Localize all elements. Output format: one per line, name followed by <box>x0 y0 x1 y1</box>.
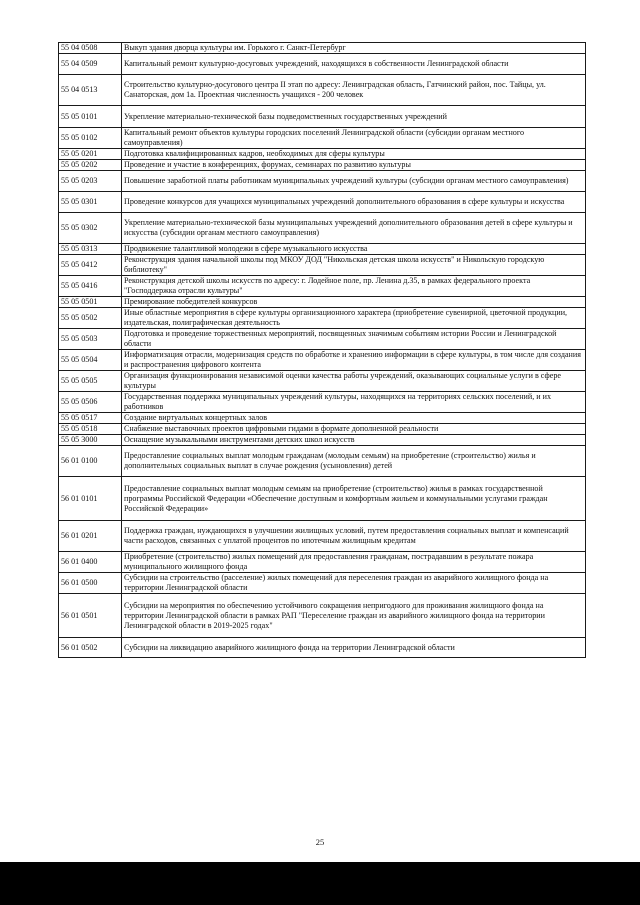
table-row <box>59 350 586 371</box>
table-row <box>59 192 586 213</box>
row-code: 55 05 0102 <box>59 128 122 149</box>
row-code: 55 05 0416 <box>59 276 122 297</box>
row-code: 55 04 0508 <box>59 43 122 54</box>
row-description: Продвижение талантливой молодежи в сфере музыкального искусства <box>122 244 586 255</box>
row-description: Реконструкция здания начальной школы под МКОУ ДОД "Никольская детская школа искусств" и Никольскую городскую библиотеку" <box>122 255 586 276</box>
row-code: 56 01 0201 <box>59 521 122 552</box>
table-row <box>59 171 586 192</box>
row-description: Подготовка квалифицированных кадров, необходимых для сферы культуры <box>122 149 586 160</box>
row-code: 55 05 0202 <box>59 160 122 171</box>
table-row <box>59 128 586 149</box>
row-description: Выкуп здания дворца культуры им. Горького г. Санкт-Петербург <box>122 43 586 54</box>
row-code: 56 01 0500 <box>59 573 122 594</box>
row-code: 55 05 0517 <box>59 413 122 424</box>
row-description: Подготовка и проведение торжественных мероприятий, посвященных значимым событиям истории России и Ленинградской области <box>122 329 586 350</box>
table-row <box>59 638 586 658</box>
table-row <box>59 308 586 329</box>
row-code: 56 01 0101 <box>59 477 122 521</box>
row-description: Субсидии на ликвидацию аварийного жилищного фонда на территории Ленинградской области <box>122 638 586 658</box>
row-description: Реконструкция детской школы искусств по адресу: г. Лодейное поле, пр. Ленина д.35, в рамках федерального проекта "Господдержка отрасли культуры" <box>122 276 586 297</box>
scan-footer-bar <box>0 862 640 905</box>
row-code: 55 05 0201 <box>59 149 122 160</box>
row-code: 55 05 0506 <box>59 392 122 413</box>
table-row <box>59 477 586 521</box>
row-code: 55 05 0518 <box>59 424 122 435</box>
row-description: Информатизация отрасли, модернизация средств по обработке и хранению информации в сфере культуры, в том числе для создания и распространения цифрового контента <box>122 350 586 371</box>
table-row <box>59 552 586 573</box>
table-row <box>59 594 586 638</box>
classification-table <box>58 42 586 658</box>
row-code: 55 04 0513 <box>59 75 122 106</box>
row-description: Укрепление материально-технической базы муниципальных учреждений дополнительного образования детей в сфере культуры и искусства (субсидии органам местного самоуправления) <box>122 213 586 244</box>
table-body <box>59 43 586 658</box>
table-row <box>59 106 586 128</box>
row-description: Субсидии на строительство (расселение) жилых помещений для переселения граждан из аварийного жилищного фонда на территории Ленинградской области <box>122 573 586 594</box>
row-description: Приобретение (строительство) жилых помещений для предоставления гражданам, пострадавшим в результате пожара муниципального жилищного фонда <box>122 552 586 573</box>
row-description: Повышение заработной платы работникам муниципальных учреждений культуры (субсидии органам местного самоуправления) <box>122 171 586 192</box>
row-code: 56 01 0100 <box>59 446 122 477</box>
table-row <box>59 297 586 308</box>
row-description: Проведение и участие в конференциях, форумах, семинарах по развитию культуры <box>122 160 586 171</box>
table-row <box>59 435 586 446</box>
row-description: Создание виртуальных концертных залов <box>122 413 586 424</box>
row-description: Предоставление социальных выплат молодым гражданам (молодым семьям) на приобретение (строительство) жилья и дополнительных социальных выплат в случае рождения (усыновления) детей <box>122 446 586 477</box>
row-description: Поддержка граждан, нуждающихся в улучшении жилищных условий, путем предоставления социальных выплат и компенсаций части расходов, связанных с уплатой процентов по ипотечным жилищным кредитам <box>122 521 586 552</box>
row-code: 55 05 0505 <box>59 371 122 392</box>
row-description: Строительство культурно-досугового центра II этап по адресу: Ленинградская область, Гатчинский район, пос. Тайцы, ул. Санаторская, дом 1а. Проектная численность учащихся - 200 человек <box>122 75 586 106</box>
row-code: 55 05 3000 <box>59 435 122 446</box>
table-row <box>59 276 586 297</box>
table-row <box>59 424 586 435</box>
table-row <box>59 54 586 75</box>
row-code: 55 04 0509 <box>59 54 122 75</box>
table-row <box>59 213 586 244</box>
row-code: 55 05 0501 <box>59 297 122 308</box>
row-description: Иные областные мероприятия в сфере культуры организационного характера (приобретение сувенирной, цветочной продукции, издательская, полиграфическая деятельность <box>122 308 586 329</box>
row-description: Снабжение выставочных проектов цифровыми гидами в формате дополненной реальности <box>122 424 586 435</box>
row-code: 55 05 0203 <box>59 171 122 192</box>
row-code: 55 05 0504 <box>59 350 122 371</box>
table-row <box>59 521 586 552</box>
row-code: 55 05 0503 <box>59 329 122 350</box>
table-row <box>59 75 586 106</box>
row-code: 56 01 0400 <box>59 552 122 573</box>
row-code: 55 05 0313 <box>59 244 122 255</box>
row-description: Капитальный ремонт культурно-досуговых учреждений, находящихся в собственности Ленинградской области <box>122 54 586 75</box>
row-description: Оснащение музыкальными инструментами детских школ искусств <box>122 435 586 446</box>
classification-table-container <box>58 42 586 658</box>
table-row <box>59 371 586 392</box>
row-code: 56 01 0501 <box>59 594 122 638</box>
table-row <box>59 244 586 255</box>
row-description: Организация функционирования независимой оценки качества работы учреждений, оказывающих социальные услуги в сфере культуры <box>122 371 586 392</box>
table-row <box>59 446 586 477</box>
table-row <box>59 43 586 54</box>
row-description: Предоставление социальных выплат молодым семьям на приобретение (строительство) жилья в рамках государственной программы Российской Федерации «Обеспечение доступным и комфортным жильем и коммунальными услугами граждан Российской Федерации» <box>122 477 586 521</box>
row-code: 55 05 0412 <box>59 255 122 276</box>
row-code: 55 05 0101 <box>59 106 122 128</box>
table-row <box>59 149 586 160</box>
page-number: 25 <box>315 837 325 847</box>
table-row <box>59 413 586 424</box>
row-code: 55 05 0302 <box>59 213 122 244</box>
table-row <box>59 392 586 413</box>
row-description: Субсидии на мероприятия по обеспечению устойчивого сокращения непригодного для проживания жилищного фонда на территории Ленинградской области в рамках РАП "Переселение граждан из аварийного жилищного фонда на территории Ленинградской области в 2019-2025 годах" <box>122 594 586 638</box>
table-row <box>59 160 586 171</box>
row-code: 55 05 0502 <box>59 308 122 329</box>
table-row <box>59 573 586 594</box>
row-description: Премирование победителей конкурсов <box>122 297 586 308</box>
row-code: 55 05 0301 <box>59 192 122 213</box>
row-code: 56 01 0502 <box>59 638 122 658</box>
table-row <box>59 329 586 350</box>
row-description: Проведение конкурсов для учащихся муниципальных учреждений дополнительного образования в сфере культуры и искусства <box>122 192 586 213</box>
row-description: Капитальный ремонт объектов культуры городских поселений Ленинградской области (субсидии органам местного самоуправления) <box>122 128 586 149</box>
table-row <box>59 255 586 276</box>
row-description: Государственная поддержка муниципальных учреждений культуры, находящихся на территориях сельских поселений, и их работников <box>122 392 586 413</box>
row-description: Укрепление материально-технической базы подведомственных государственных учреждений <box>122 106 586 128</box>
